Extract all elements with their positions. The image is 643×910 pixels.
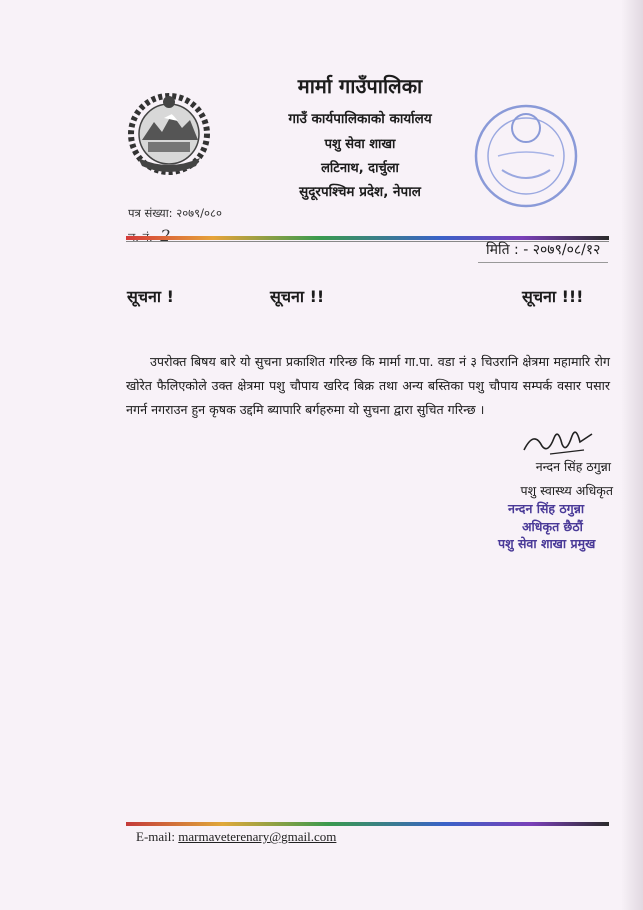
nepal-emblem-icon xyxy=(124,88,214,180)
notice-heading-2: सूचना !! xyxy=(270,287,325,306)
date-label: मिति : - xyxy=(486,242,529,258)
notice-heading-3: सूचना !!! xyxy=(522,287,584,306)
email-link[interactable]: marmaveterenary@gmail.com xyxy=(178,829,337,844)
date-underline xyxy=(478,262,608,263)
office-title: मार्मा गाउँपालिका xyxy=(297,74,423,98)
letter-number xyxy=(128,206,222,221)
notice-body: उपरोक्त बिषय बारे यो सुचना प्रकाशित गरिन्छ कि मार्मा गा.पा. वडा नं ३ चिउरानि क्षेत्रमा महामारि रोग खोरेत फैलिएकोले उक्त क्षेत्रमा पशु चौपाय खरिद बिक्र तथा अन्य बस्तिका पशु चौपाय सम्पर्क वसार पसार नगर्न नगराउन हुन कृषक उद्दमि ब्यापारि बर्गहरुमा यो सुचना द्वारा सुचित गरिन्छ । xyxy=(126,354,610,417)
stamp-name: नन्दन सिंह ठगुन्ना xyxy=(508,501,585,516)
office-seal-icon xyxy=(470,100,582,212)
footer xyxy=(136,829,336,845)
letter-number-label: पत्र संख्या: xyxy=(128,206,173,220)
footer-divider xyxy=(126,822,609,826)
stamp-section: पशु सेवा शाखा प्रमुख xyxy=(498,536,596,551)
letter-date xyxy=(486,240,600,259)
signatory-role: पशु स्वास्थ्य अधिकृत xyxy=(520,483,613,498)
letter-number-value: २०७९/०८० xyxy=(176,206,222,220)
stamp-rank: अधिकृत छैठौं xyxy=(522,519,583,534)
signatory-name: नन्दन सिंह ठगुन्ना xyxy=(535,459,611,474)
office-province: सुदूरपश्चिम प्रदेश, नेपाल xyxy=(299,184,421,200)
date-value: २०७९/०८/१२ xyxy=(532,242,601,258)
office-section: पशु सेवा शाखा xyxy=(324,137,396,152)
email-label: E-mail: xyxy=(136,829,175,844)
notice-heading-1: सूचना ! xyxy=(127,287,174,306)
office-subtitle: गाउँ कार्यपालिकाको कार्यालय xyxy=(288,111,432,127)
office-location: लटिनाथ, दार्चुला xyxy=(321,161,399,176)
signature-icon xyxy=(520,420,600,462)
scan-shadow xyxy=(621,0,643,910)
